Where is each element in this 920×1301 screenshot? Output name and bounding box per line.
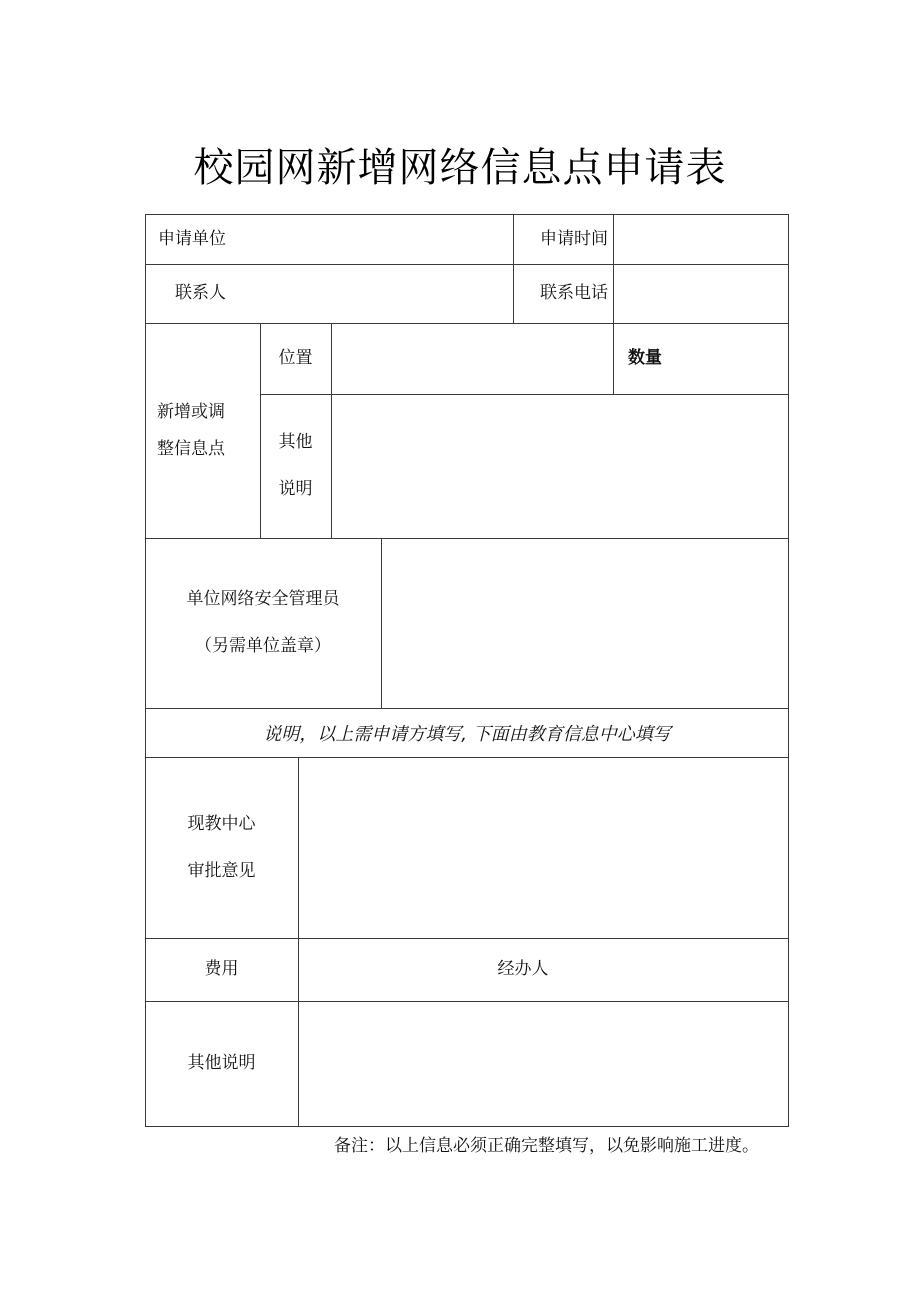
- table-border-bottom: [145, 1126, 789, 1127]
- other-remarks-label: 其他说明: [187, 1053, 256, 1073]
- other-notes-field[interactable]: [335, 398, 783, 534]
- approval-label-line1: 现教中心: [187, 813, 256, 834]
- contact-phone-label: 联系电话: [540, 283, 608, 303]
- form-title: 校园网新增网络信息点申请表: [193, 145, 727, 191]
- contact-person-label: 联系人: [175, 283, 226, 303]
- section-note: 说明，以上需申请方填写, 下面由教育信息中心填写: [263, 723, 671, 745]
- column-divider: [613, 323, 614, 394]
- application-form-table: [145, 214, 789, 1127]
- other-notes-label-line2: 说明: [278, 479, 313, 499]
- other-notes-label: [260, 394, 331, 538]
- security-admin-label-line1: 单位网络安全管理员: [186, 589, 340, 609]
- approval-label-line2: 审批意见: [187, 860, 256, 881]
- application-time-field[interactable]: [617, 218, 783, 260]
- contact-phone-field[interactable]: [617, 269, 783, 318]
- location-field[interactable]: [335, 327, 609, 390]
- quantity-label: 数量: [628, 348, 662, 368]
- location-label: 位置: [278, 348, 313, 368]
- application-time-label: 申请时间: [540, 228, 608, 249]
- approval-label: [145, 757, 298, 938]
- applicant-unit-label: 申请单位: [158, 228, 226, 249]
- approval-opinion-field[interactable]: [302, 761, 783, 934]
- security-admin-label: [145, 538, 381, 708]
- table-border-right: [788, 214, 789, 1127]
- fee-label: 费用: [204, 959, 239, 979]
- fee-handler-field[interactable]: [302, 942, 783, 997]
- column-divider: [331, 323, 332, 538]
- column-divider: [513, 214, 514, 323]
- info-point-label-line2: 整信息点: [157, 438, 225, 459]
- row-divider: [260, 394, 789, 395]
- footnote: 备注：以上信息必须正确完整填写，以免影响施工进度。: [334, 1136, 759, 1156]
- info-point-label: [157, 323, 257, 538]
- other-remarks-field[interactable]: [302, 1005, 783, 1122]
- applicant-unit-field[interactable]: [265, 218, 505, 260]
- security-admin-label-line2: （另需单位盖章）: [195, 636, 331, 656]
- other-notes-label-line1: 其他: [278, 432, 313, 452]
- column-divider: [381, 538, 382, 708]
- column-divider: [613, 214, 614, 323]
- security-admin-field[interactable]: [385, 542, 783, 704]
- handler-label: 经办人: [497, 959, 549, 979]
- contact-person-field[interactable]: [265, 269, 505, 318]
- info-point-label-line1: 新增或调: [157, 401, 225, 422]
